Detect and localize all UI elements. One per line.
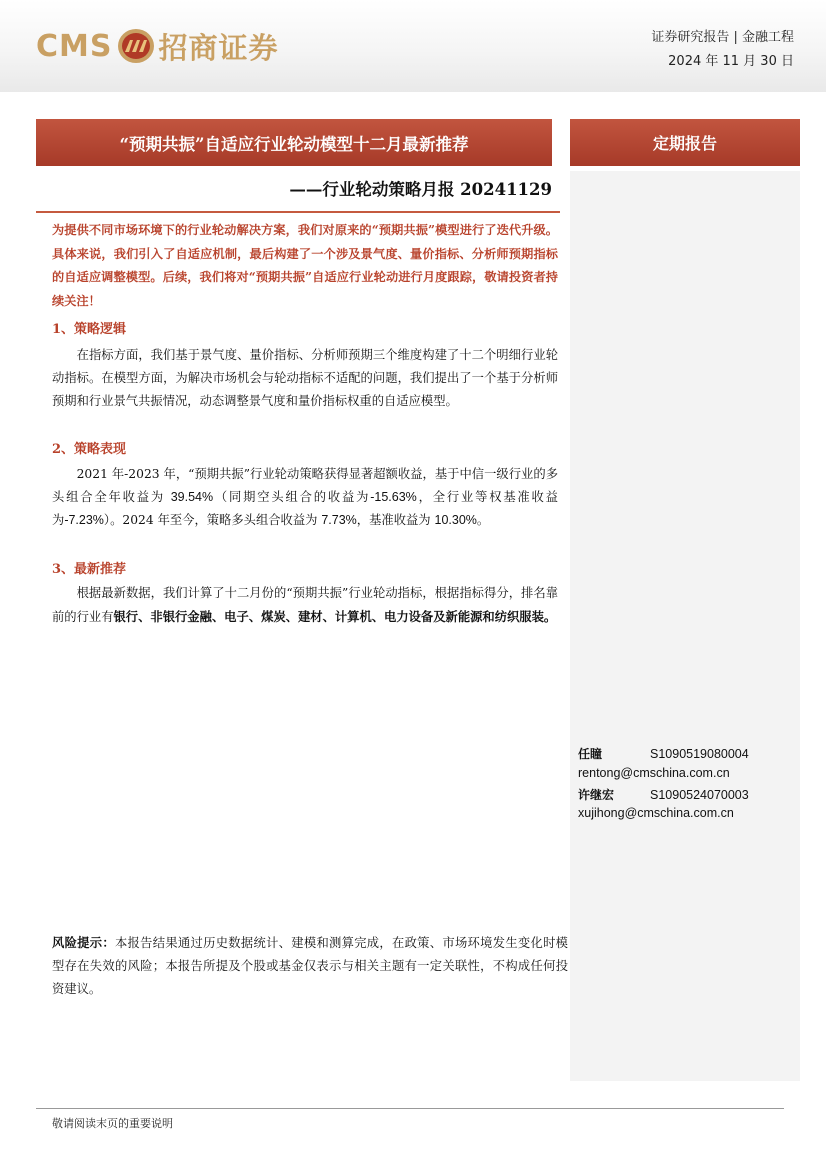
short-portfolio-return: -15.63%	[370, 490, 417, 504]
summary-paragraph: 为提供不同市场环境下的行业轮动解决方案，我们对原来的“预期共振”模型进行了迭代升级。具体来说，我们引入了自适应机制，最后构建了一个涉及景气度、量价指标、分析师预期指标的自适应调整模型。后续，我们将对“预期共振”自适应行业轮动进行月度跟踪，敬请投资者持续关注！	[52, 223, 558, 308]
footer-divider	[36, 1108, 784, 1109]
section-2-text-1: 2021 年-2023 年，“预期共振”行业轮动策略获得显著超额收益，基于中信一级行业的多头组合全年收益为	[52, 467, 558, 504]
report-title: “预期共振”自适应行业轮动模型十二月最新推荐	[119, 134, 469, 154]
analyst-1-license: S1090519080004	[650, 747, 749, 761]
risk-label: 风险提示：	[52, 935, 115, 950]
logo-chinese: 招商证券	[158, 30, 279, 65]
section-2-body	[52, 463, 558, 532]
title-divider	[36, 211, 560, 213]
section-1-body: 在指标方面，我们基于景气度、量价指标、分析师预期三个维度构建了十二个明细行业轮动指标。在模型方面，为解决市场机会与轮动指标不适配的问题，我们提出了一个基于分析师预期和行业景气共振情况，动态调整景气度和量价指标权重的自适应模型。	[52, 348, 558, 408]
section-2-text-6: 。	[476, 513, 490, 527]
analyst-2-name: 许继宏	[578, 788, 615, 802]
ytd-long-return: 7.73%	[321, 513, 357, 527]
ytd-benchmark-return: 10.30%	[434, 513, 477, 527]
risk-text: 本报告结果通过历史数据统计、建模和测算完成，在政策、市场环境发生变化时模型存在失效的风险；本报告所提及个股或基金仅表示与相关主题有一定关联性，不构成任何投资建议。	[52, 936, 568, 996]
report-category-label: 定期报告	[652, 134, 717, 153]
long-portfolio-return: 39.54%	[170, 490, 214, 504]
report-subtitle: ——行业轮动策略月报 20241129	[289, 180, 552, 199]
section-2-text-5: ，基准收益为	[356, 513, 435, 527]
section-3-heading: 3、最新推荐	[52, 562, 127, 577]
analyst-2-row	[578, 786, 749, 803]
analyst-1-row	[578, 745, 749, 762]
section-3-body	[52, 582, 558, 629]
section-2-heading: 2、策略表现	[52, 442, 127, 457]
company-logo	[36, 26, 279, 66]
report-type-label: 证券研究报告 | 金融工程	[651, 30, 794, 45]
title-bar	[36, 119, 552, 166]
analyst-1-email[interactable]: rentong@cmschina.com.cn	[578, 766, 730, 780]
risk-warning	[52, 931, 568, 1001]
section-1-heading: 1、策略逻辑	[52, 322, 127, 337]
report-category-badge	[570, 119, 800, 166]
analyst-2-email[interactable]: xujihong@cmschina.com.cn	[578, 806, 734, 820]
section-2-text-4: ）。2024 年至今，策略多头组合收益为	[103, 513, 322, 527]
sidebar-panel	[570, 171, 800, 1081]
section-2-text-2: （同期空头组合的收益为	[213, 490, 371, 504]
logo-latin: CMS	[36, 28, 113, 64]
logo-emblem-icon	[116, 27, 156, 65]
recommended-industries: 银行、非银行金融、电子、煤炭、建材、计算机、电力设备及新能源和纺织服装。	[113, 609, 557, 624]
analyst-2-license: S1090524070003	[650, 788, 749, 802]
report-date: 2024 年 11 月 30 日	[668, 54, 794, 69]
section-3-text: 根据最新数据，我们计算了十二月份的“预期共振”行业轮动指标，根据指标得分，排名靠前的行业有	[52, 586, 558, 624]
analyst-1-name: 任瞳	[578, 747, 603, 761]
benchmark-return: -7.23%	[64, 513, 104, 527]
footer-note: 敬请阅读末页的重要说明	[52, 1117, 173, 1130]
section-2-text-3: ，全行业等权基准收益为	[52, 490, 558, 527]
